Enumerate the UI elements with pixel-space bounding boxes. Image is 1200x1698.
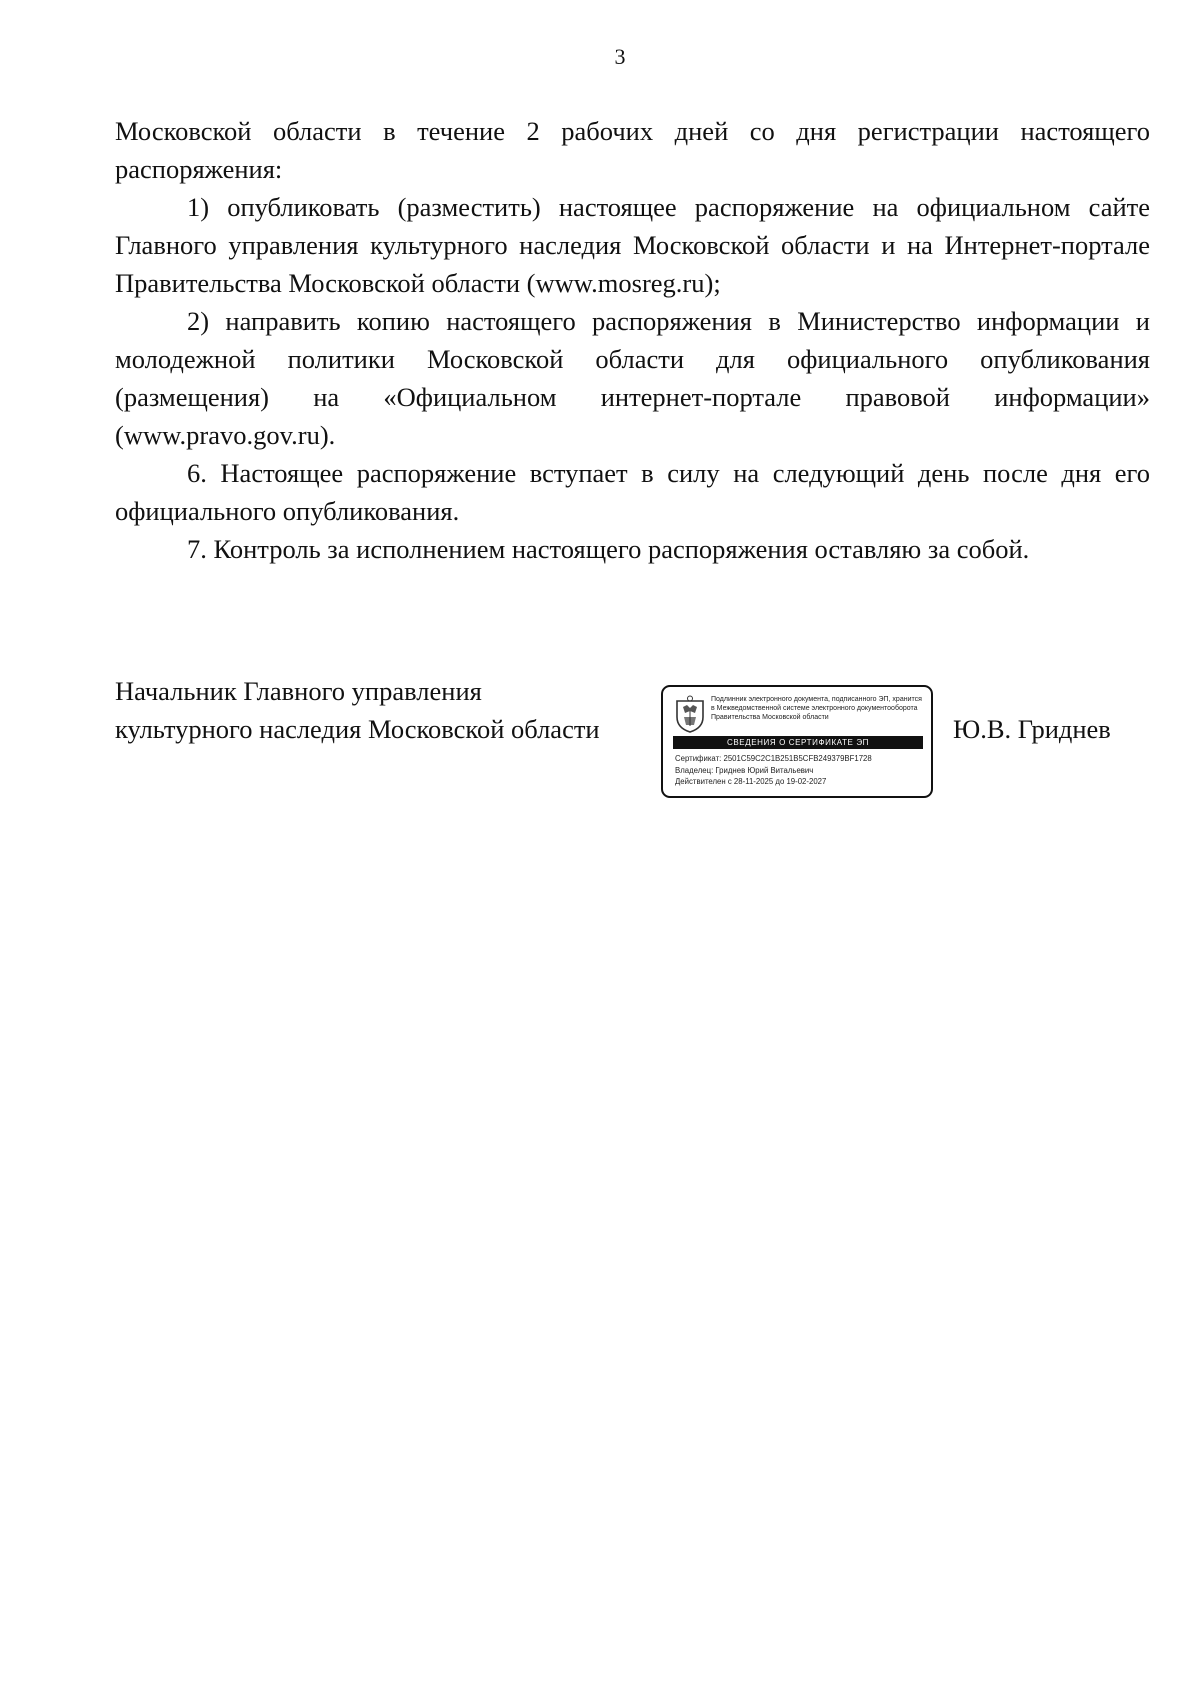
stamp-details bbox=[675, 753, 925, 788]
paragraph-clause-7: 7. Контроль за исполнением настоящего распоряжения оставляю за собой. bbox=[187, 534, 1030, 564]
document-body bbox=[115, 112, 1150, 568]
stamp-banner: СВЕДЕНИЯ О СЕРТИФИКАТЕ ЭП bbox=[673, 736, 923, 749]
signatory-position-line-2: культурного наследия Московской области bbox=[115, 714, 600, 744]
paragraph-item-2: 2) направить копию настоящего распоряжения в Министерство информации и молодежной политики Московской области для официального опубликования (размещения) на «Официальном интернет-портале правовой информации» (www.pravo.gov.ru). bbox=[115, 306, 1150, 450]
coat-of-arms-icon bbox=[673, 695, 707, 733]
paragraph-item-1: 1) опубликовать (разместить) настоящее распоряжение на официальном сайте Главного управления культурного наследия Московской области и на Интернет-портале Правительства Московской области (www.mosreg.ru); bbox=[115, 192, 1150, 298]
certificate-validity: Действителен с 28-11-2025 до 19-02-2027 bbox=[675, 777, 827, 786]
signatory-position-line-1: Начальник Главного управления bbox=[115, 676, 482, 706]
signatory-name: Ю.В. Гриднев bbox=[953, 714, 1111, 744]
paragraph-continuation: Московской области в течение 2 рабочих дней со дня регистрации настоящего распоряжения: bbox=[115, 116, 1150, 184]
signature-block bbox=[115, 672, 1165, 812]
certificate-number: Сертификат: 2501C59C2C1B251B5CFB249379BF1728 bbox=[675, 754, 872, 763]
paragraph-clause-6: 6. Настоящее распоряжение вступает в силу на следующий день после дня его официального опубликования. bbox=[115, 458, 1150, 526]
stamp-header-text: Подлинник электронного документа, подписанного ЭП, хранится в Межведомственной системе электронного документооборота Правительства Московской области bbox=[711, 696, 922, 721]
certificate-owner: Владелец: Гриднев Юрий Витальевич bbox=[675, 765, 814, 775]
signatory-position bbox=[115, 672, 600, 748]
page-number: 3 bbox=[614, 44, 626, 69]
electronic-signature-stamp bbox=[661, 685, 933, 798]
